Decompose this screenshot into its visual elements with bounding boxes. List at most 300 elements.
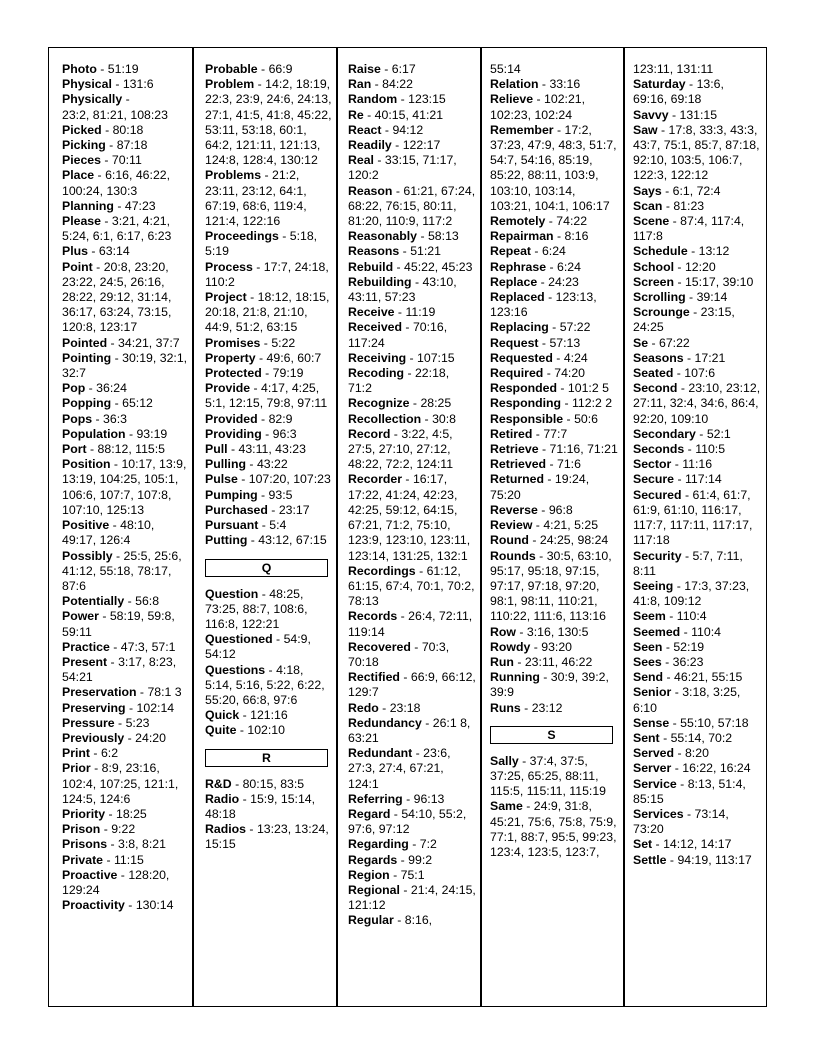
term-separator: -	[684, 442, 696, 457]
index-entry	[62, 244, 190, 259]
index-page-frame	[48, 47, 767, 1007]
page-references: 33:16	[549, 77, 581, 92]
term-separator: -	[113, 198, 125, 213]
term-separator: -	[530, 639, 542, 654]
term-separator: -	[237, 472, 249, 487]
page-references: 13:23, 13:24, 15:15	[205, 822, 329, 852]
page-references: 19:24, 75:20	[490, 472, 590, 502]
term-separator: -	[124, 898, 136, 913]
page-references: 3:22, 4:5, 27:5, 27:10, 27:12, 48:22, 72:2, 124:11	[348, 426, 454, 472]
index-entry	[348, 792, 476, 807]
index-term: Rephrase	[490, 259, 547, 274]
index-term: Regional	[348, 882, 400, 897]
index-entry	[490, 472, 618, 502]
term-separator: -	[533, 92, 545, 107]
index-entry	[633, 244, 761, 259]
page-references: 6:16, 46:22, 100:24, 130:3	[62, 168, 171, 198]
index-term: Potentially	[62, 594, 125, 609]
index-entry	[62, 153, 190, 168]
index-term: Pursuant	[205, 518, 259, 533]
term-separator: -	[86, 442, 98, 457]
index-term: Retrieved	[490, 457, 547, 472]
page-references: 48:10, 49:17, 126:4	[62, 518, 155, 548]
index-entry	[348, 305, 476, 320]
page-references: 121:16	[250, 708, 288, 723]
page-references: 3:8, 8:21	[118, 837, 166, 852]
index-entry	[633, 549, 761, 579]
page-references: 82:9	[268, 411, 293, 426]
page-references: 123:15	[408, 92, 446, 107]
index-term: Proactive	[62, 867, 118, 882]
index-term: Redo	[348, 700, 379, 715]
index-term: Point	[62, 259, 93, 274]
index-entry	[62, 396, 190, 411]
index-term: Plus	[62, 244, 88, 259]
index-entry	[633, 108, 761, 123]
index-term: Popping	[62, 396, 112, 411]
page-references: 70:3, 70:18	[348, 639, 450, 669]
index-term: Re	[348, 107, 364, 122]
page-references: 102:10	[247, 723, 285, 738]
term-separator: -	[92, 411, 104, 426]
index-entry	[205, 488, 333, 503]
index-term: Settle	[633, 852, 667, 867]
index-term: Retrieve	[490, 442, 539, 457]
index-term: Recoding	[348, 366, 405, 381]
term-separator: -	[669, 715, 681, 730]
index-term: Questioned	[205, 632, 273, 647]
index-entry	[205, 777, 333, 792]
page-references: 25:5, 25:6, 41:12, 55:18, 78:17, 87:6	[62, 548, 182, 593]
index-term: Run	[490, 654, 514, 669]
page-references: 55:14	[490, 62, 521, 76]
index-term: Present	[62, 654, 108, 669]
page-references: 26:1 8, 63:21	[348, 715, 471, 745]
index-entry	[348, 853, 476, 868]
page-references: 75:1	[400, 867, 425, 882]
term-separator: -	[538, 77, 550, 92]
term-separator: -	[411, 274, 423, 289]
page-references: 43:22	[256, 457, 288, 472]
index-term: Secured	[633, 487, 682, 502]
index-entry	[490, 533, 618, 548]
index-entry	[348, 138, 476, 153]
page-references: 70:16, 117:24	[348, 320, 448, 350]
index-term: Reasonably	[348, 229, 418, 244]
index-entry	[348, 701, 476, 716]
column-divider	[623, 48, 625, 1006]
page-references: 17:21	[694, 350, 726, 365]
page-references: 39:14	[696, 290, 728, 305]
page-references: 30:5, 63:10, 95:17, 95:18, 97:15, 97:17, 97:18, 97:20, 98:1, 98:11, 110:21, 110:22, 111:6, 113:16	[490, 548, 612, 624]
page-references: 102:21, 102:23, 102:24	[490, 92, 586, 122]
term-separator: -	[673, 578, 685, 593]
term-separator: -	[261, 426, 273, 441]
index-entry	[62, 655, 190, 685]
index-entry	[348, 807, 476, 837]
page-references: 43:10, 43:11, 57:23	[348, 274, 457, 305]
term-separator: -	[391, 138, 403, 153]
index-term: Served	[633, 746, 675, 761]
index-entry	[633, 625, 761, 640]
index-entry	[633, 777, 761, 807]
term-separator: -	[90, 761, 102, 776]
index-entry	[205, 168, 333, 229]
page-references: 61:4, 61:7, 61:9, 61:10, 116:17, 117:7, 117:11, 117:17, 117:18	[633, 487, 753, 548]
index-term: Reason	[348, 183, 393, 198]
index-term: Seem	[633, 609, 666, 624]
index-entry	[62, 123, 190, 138]
index-term: Rebuild	[348, 259, 394, 274]
page-references: 9:22	[111, 822, 136, 837]
index-term: Replacing	[490, 320, 549, 335]
page-references: 5:22	[271, 335, 296, 350]
index-term: Seemed	[633, 624, 681, 639]
page-references: 30:19, 32:1, 32:7	[62, 350, 188, 381]
index-term: Security	[633, 548, 682, 563]
term-separator: -	[681, 487, 693, 502]
index-term: Preservation	[62, 685, 137, 700]
term-separator: -	[535, 548, 547, 563]
index-term: Quite	[205, 723, 237, 738]
page-references: 122:17	[402, 138, 441, 153]
index-entry	[62, 807, 190, 822]
term-separator: -	[671, 685, 683, 700]
index-entry	[62, 199, 190, 214]
term-separator: -	[677, 381, 689, 396]
index-term: Sees	[633, 654, 662, 669]
index-entry	[490, 260, 618, 275]
index-term: Real	[348, 153, 374, 168]
index-term: Rebuilding	[348, 274, 412, 289]
index-entry	[490, 412, 618, 427]
term-separator: -	[389, 867, 401, 882]
index-term: Scrounge	[633, 305, 690, 320]
index-entry	[490, 229, 618, 244]
index-entry	[348, 716, 476, 746]
index-entry	[348, 275, 476, 305]
index-term: Question	[205, 586, 259, 601]
index-entry	[633, 640, 761, 655]
index-entry	[633, 731, 761, 746]
page-references: 46:21, 55:15	[674, 670, 743, 685]
index-entry	[633, 336, 761, 351]
page-references: 17:3, 37:23, 41:8, 109:12	[633, 578, 750, 609]
term-separator: -	[685, 290, 697, 305]
page-references: 21:2, 23:11, 23:12, 64:1, 67:19, 68:6, 119:4, 121:4, 122:16	[205, 168, 307, 229]
index-entry	[348, 123, 476, 138]
index-entry	[633, 746, 761, 761]
index-entry	[62, 518, 190, 548]
index-term: Process	[205, 259, 253, 274]
term-separator: -	[680, 624, 692, 639]
index-term: Power	[62, 609, 99, 624]
term-separator: -	[257, 62, 269, 76]
term-separator: -	[563, 411, 575, 426]
index-term: Proactivity	[62, 898, 125, 913]
page-references: 54:10, 55:2, 97:6, 97:12	[348, 806, 467, 837]
index-entry	[633, 62, 761, 77]
term-separator: -	[258, 518, 270, 533]
page-references: 6:24	[556, 259, 581, 274]
index-term: Providing	[205, 426, 262, 441]
term-separator: -	[681, 548, 693, 563]
term-separator: -	[406, 350, 418, 365]
page-references: 94:19, 113:17	[677, 852, 752, 867]
term-separator: -	[687, 244, 699, 259]
page-references: 7:2	[419, 837, 437, 852]
term-separator: -	[522, 799, 534, 814]
index-term: Recollection	[348, 411, 422, 426]
term-separator: -	[548, 320, 560, 335]
page-references: 99:2	[408, 852, 433, 867]
page-references: 22:18, 71:2	[348, 366, 450, 396]
index-entry	[348, 92, 476, 107]
index-entry	[633, 670, 761, 685]
index-entry	[490, 381, 618, 396]
page-references: 17:2, 37:23, 47:9, 48:3, 51:7, 54:7, 54:16, 85:19, 85:22, 88:11, 103:9, 103:10, 103:14, 103:21, 104:1, 106:17	[490, 122, 617, 213]
term-separator: -	[543, 472, 555, 487]
index-entry	[633, 260, 761, 275]
index-entry	[633, 199, 761, 214]
page-references: 5:7, 7:11, 8:11	[633, 548, 743, 578]
page-references: 23:10, 23:12, 27:11, 32:4, 34:6, 86:4, 92:20, 109:10	[633, 381, 761, 426]
page-references: 71:16, 71:21	[549, 442, 618, 457]
index-entry	[348, 244, 476, 259]
index-entry	[62, 898, 190, 913]
index-term: Protected	[205, 366, 262, 381]
term-separator: -	[689, 305, 701, 320]
page-references: 73:14, 73:20	[633, 806, 729, 837]
index-term: Record	[348, 426, 391, 441]
index-term: Seasons	[633, 350, 684, 365]
page-references: 61:21, 67:24, 68:22, 76:15, 80:11, 81:20, 110:9, 117:2	[348, 183, 476, 229]
index-entry	[62, 716, 190, 731]
index-term: Relation	[490, 77, 539, 92]
index-term: Redundancy	[348, 715, 422, 730]
index-entry	[348, 913, 476, 928]
index-entry	[62, 77, 190, 92]
term-separator: -	[257, 487, 269, 502]
term-separator: -	[272, 632, 284, 647]
index-entry	[633, 442, 761, 457]
index-entry	[62, 731, 190, 746]
index-entry	[348, 153, 476, 183]
index-entry	[633, 807, 761, 837]
index-entry	[205, 663, 333, 709]
term-separator: -	[399, 244, 411, 259]
index-term: Reasons	[348, 244, 400, 259]
page-references: 3:21, 4:21, 5:24, 6:1, 6:17, 6:23	[62, 214, 172, 244]
index-term: Runs	[490, 700, 521, 715]
term-separator: -	[101, 122, 113, 137]
index-entry	[348, 472, 476, 563]
index-term: Senior	[633, 685, 672, 700]
term-separator: -	[537, 502, 549, 517]
index-entry	[62, 412, 190, 427]
page-references: 102:14	[136, 700, 175, 715]
page-references: 3:17, 8:23, 54:21	[62, 654, 177, 685]
term-separator: -	[393, 259, 405, 274]
term-separator: -	[546, 259, 557, 274]
term-separator: -	[261, 366, 273, 381]
index-entry	[633, 685, 761, 715]
term-separator: -	[553, 229, 565, 244]
page-references: 24:9, 31:8, 45:21, 75:6, 75:8, 75:9, 77:1, 88:7, 95:5, 99:23, 123:4, 123:5, 123:7,	[490, 799, 617, 859]
index-term: Putting	[205, 533, 248, 548]
page-references: 8:16,	[404, 913, 433, 928]
index-term: Planning	[62, 198, 114, 213]
term-separator: -	[673, 366, 685, 381]
index-term: Pointing	[62, 350, 112, 365]
index-entry	[62, 260, 190, 336]
term-separator: -	[683, 350, 695, 365]
term-separator: -	[544, 290, 556, 305]
index-entry	[62, 138, 190, 153]
page-references: 131:6	[122, 77, 154, 92]
term-separator: -	[107, 837, 119, 852]
term-separator: -	[227, 442, 239, 457]
index-term: Saw	[633, 122, 658, 137]
term-separator: -	[674, 259, 685, 274]
page-references: 130:14	[135, 898, 174, 913]
index-entry	[633, 305, 761, 335]
term-separator: -	[250, 381, 262, 396]
index-entry	[62, 427, 190, 442]
index-term: Prior	[62, 761, 91, 776]
page-references: 16:22, 16:24	[682, 761, 751, 776]
index-entry	[62, 685, 190, 700]
index-entry	[633, 290, 761, 305]
index-term: Project	[205, 290, 247, 305]
index-entry	[633, 609, 761, 624]
index-term: Review	[490, 518, 533, 533]
page-references: 17:7, 24:18, 110:2	[205, 259, 329, 289]
page-references: 67:22	[658, 335, 690, 350]
index-term: Readily	[348, 138, 392, 153]
page-references: 43:12, 67:15	[258, 533, 327, 548]
page-references: 84:22	[382, 77, 413, 92]
index-entry	[633, 366, 761, 381]
index-term: Picking	[62, 138, 106, 153]
index-term: Seen	[633, 639, 663, 654]
page-references: 70:11	[111, 153, 142, 168]
index-entry	[490, 442, 618, 457]
term-separator: -	[683, 806, 695, 821]
page-references: 36:23	[672, 654, 704, 669]
term-separator: -	[90, 746, 101, 761]
index-entry	[633, 716, 761, 731]
term-separator: -	[257, 411, 269, 426]
index-entry	[348, 670, 476, 700]
index-entry	[348, 260, 476, 275]
term-separator: -	[278, 229, 290, 244]
term-separator: -	[87, 244, 99, 259]
term-separator: -	[412, 746, 424, 761]
term-separator: -	[114, 715, 126, 730]
page-references: 8:9, 23:16, 102:4, 107:25, 121:1, 124:5, 124:6	[62, 761, 179, 806]
index-entry	[62, 868, 190, 898]
index-entry	[62, 62, 190, 77]
index-entry	[490, 655, 618, 670]
term-separator: -	[246, 290, 258, 305]
page-references: 49:6, 60:7	[266, 350, 322, 365]
term-separator: -	[402, 791, 414, 806]
page-references: 36:24	[96, 381, 127, 396]
index-entry	[62, 442, 190, 457]
page-references: 12:20	[684, 259, 716, 274]
page-references: 96:3	[272, 426, 297, 441]
term-separator: -	[94, 168, 106, 183]
term-separator: -	[117, 867, 129, 882]
index-entry	[633, 488, 761, 549]
index-term: Round	[490, 533, 529, 548]
index-term: Requested	[490, 350, 553, 365]
term-separator: -	[661, 183, 673, 198]
index-term: Repeat	[490, 244, 532, 259]
page-references: 8:16	[564, 229, 589, 244]
index-entry	[62, 214, 190, 244]
index-term: Random	[348, 92, 398, 107]
index-entry	[490, 503, 618, 518]
term-separator: -	[381, 122, 393, 137]
term-separator: -	[546, 457, 557, 472]
index-entry	[633, 579, 761, 609]
page-references: 16:17, 17:22, 41:24, 42:23, 42:25, 59:12, 64:15, 67:21, 71:2, 75:10, 123:9, 123:10, 123:11, 123:14, 131:25, 132:1	[348, 472, 471, 563]
term-separator: -	[373, 153, 385, 168]
column-divider	[192, 48, 194, 1006]
page-references: 47:3, 57:1	[120, 639, 176, 654]
index-entry	[490, 457, 618, 472]
term-separator: -	[408, 837, 420, 852]
index-entry	[633, 214, 761, 244]
page-references: 4:18, 5:14, 5:16, 5:22, 6:22, 55:20, 66:8, 97:6	[205, 662, 325, 707]
index-term: Rectified	[348, 670, 400, 685]
page-references: 8:20	[684, 746, 709, 761]
page-references: 131:15	[679, 107, 718, 122]
index-term: Pumping	[205, 487, 258, 502]
term-separator: -	[674, 746, 685, 761]
page-references: 107:6	[684, 366, 716, 381]
index-term: Sector	[633, 457, 672, 472]
page-references: 123:11, 131:11	[633, 62, 714, 76]
term-separator: -	[397, 852, 409, 867]
index-term: Print	[62, 746, 91, 761]
index-entry	[205, 381, 333, 411]
page-references: 40:15, 41:21	[374, 107, 444, 122]
index-term: Retired	[490, 426, 533, 441]
index-entry	[205, 723, 333, 738]
page-references: 34:21, 37:7	[118, 335, 180, 350]
page-references: 58:19, 59:8, 59:11	[62, 609, 175, 639]
index-term: Practice	[62, 639, 110, 654]
page-references: 57:22	[559, 320, 591, 335]
term-separator: -	[513, 654, 525, 669]
index-entry	[490, 670, 618, 700]
page-references: 61:12, 61:15, 67:4, 70:1, 70:2, 78:13	[348, 563, 475, 609]
index-term: Send	[633, 670, 664, 685]
page-references: 33:15, 71:17, 120:2	[348, 153, 457, 183]
page-references: 50:6	[574, 411, 598, 426]
index-entry	[348, 351, 476, 366]
page-references: 74:22	[556, 214, 588, 229]
index-term: Scan	[633, 198, 663, 213]
term-separator: -	[538, 442, 550, 457]
term-separator: -	[665, 609, 677, 624]
index-term: Pulling	[205, 457, 246, 472]
term-separator: -	[661, 654, 673, 669]
term-separator: -	[543, 366, 555, 381]
